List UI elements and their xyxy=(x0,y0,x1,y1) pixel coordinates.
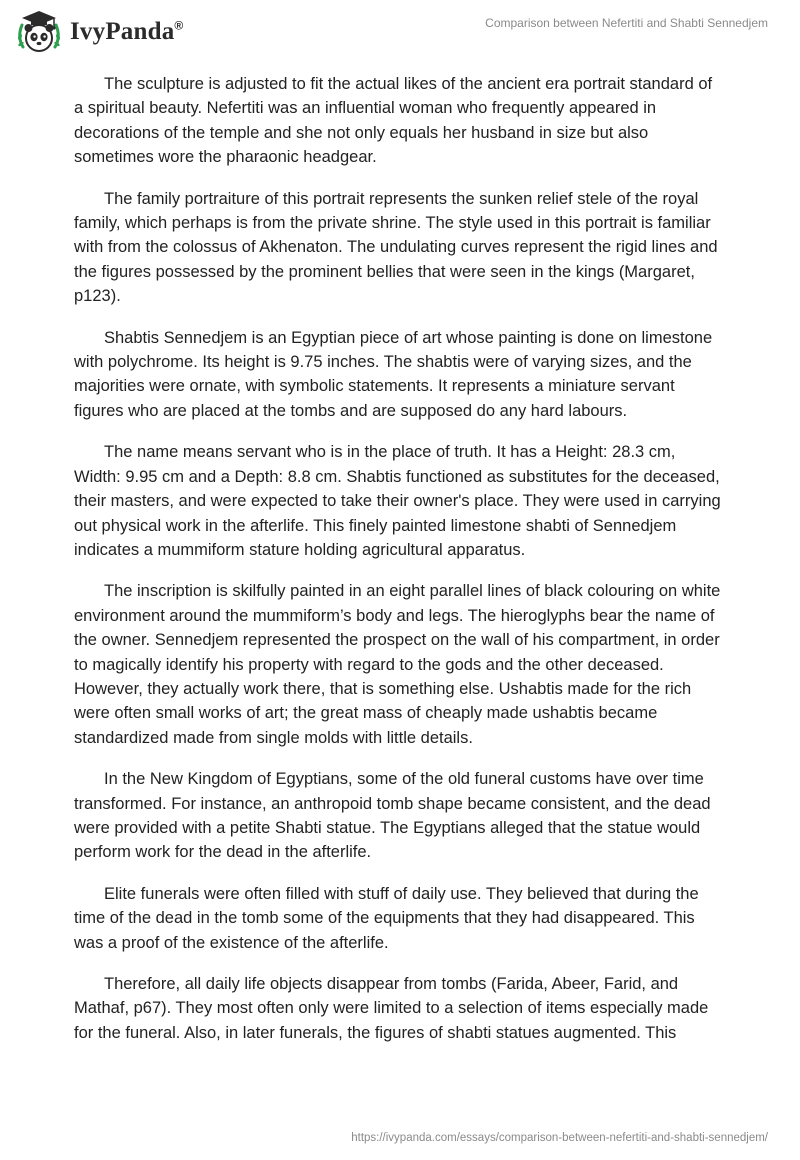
paragraph: Elite funerals were often filled with stuff of daily use. They believed that during the time of the dead in the tomb some of the equipments that they had disappeared. This was a proof of the existence of the afterlife. xyxy=(74,884,699,952)
paragraph: The inscription is skilfully painted in an eight parallel lines of black colouring on white environment around the mummiform’s body and legs. The hieroglyphs bear the name of the owner. Sennedjem represented the prospect on the wall of his compartment, in order to magically identify his property with regard to the gods and the other deceased. However, they actually work there, that is something else. Ushabtis made for the rich were often small works of art; the great mass of cheaply made ushabtis became standardized made from single molds with little details. xyxy=(74,582,721,747)
source-url[interactable]: https://ivypanda.com/essays/comparison-between-nefertiti-and-shabti-sennedjem/ xyxy=(351,1132,768,1144)
brand-name: IvyPanda® xyxy=(70,18,184,45)
ivypanda-logo[interactable] xyxy=(14,7,183,57)
registered-mark: ® xyxy=(174,18,184,33)
document-title: Comparison between Nefertiti and Shabti Sennedjem xyxy=(485,16,768,30)
page-header xyxy=(0,0,800,60)
paragraph: The family portraiture of this portrait represents the sunken relief stele of the royal family, which perhaps is from the private shrine. The style used in this portrait is familiar with from the colossus of Akhenaton. The undulating curves represent the rigid lines and the figures possessed by the prominent bellies that were seen in the kings (Margaret, p123). xyxy=(74,189,718,306)
paragraph: The name means servant who is in the place of truth. It has a Height: 28.3 cm, Width: 9.95 cm and a Depth: 8.8 cm. Shabtis functioned as substitutes for the deceased, their masters, and were expected to take their owner's place. They were used in carrying out physical work in the afterlife. This finely painted limestone shabti of Sennedjem indicates a mummiform stature holding agricultural apparatus. xyxy=(74,443,721,559)
panda-graduation-cap-icon xyxy=(14,7,64,57)
paragraph: The sculpture is adjusted to fit the actual likes of the ancient era portrait standard of a spiritual beauty. Nefertiti was an influential woman who frequently appeared in decorations of the temple and she not only equals her husband in size but also sometimes wore the pharaonic headgear. xyxy=(74,75,713,167)
paragraph: In the New Kingdom of Egyptians, some of the old funeral customs have over time transformed. For instance, an anthropoid tomb shape became consistent, and the dead were provided with a petite Shabti statue. The Egyptians alleged that the statue would perform work for the dead in the afterlife. xyxy=(74,770,711,862)
paragraph: Shabtis Sennedjem is an Egyptian piece of art whose painting is done on limestone with polychrome. Its height is 9.75 inches. The shabtis were of varying sizes, and the majorities were ornate, with symbolic statements. It represents a miniature servant figures who are placed at the tombs and are supposed do any hard labours. xyxy=(74,328,713,420)
essay-body xyxy=(74,72,724,1062)
paragraph: Therefore, all daily life objects disappear from tombs (Farida, Abeer, Farid, and Mathaf, p67). They most often only were limited to a selection of items especially made for the funeral. Also, in later funerals, the figures of shabti statues augmented. This xyxy=(74,975,709,1042)
